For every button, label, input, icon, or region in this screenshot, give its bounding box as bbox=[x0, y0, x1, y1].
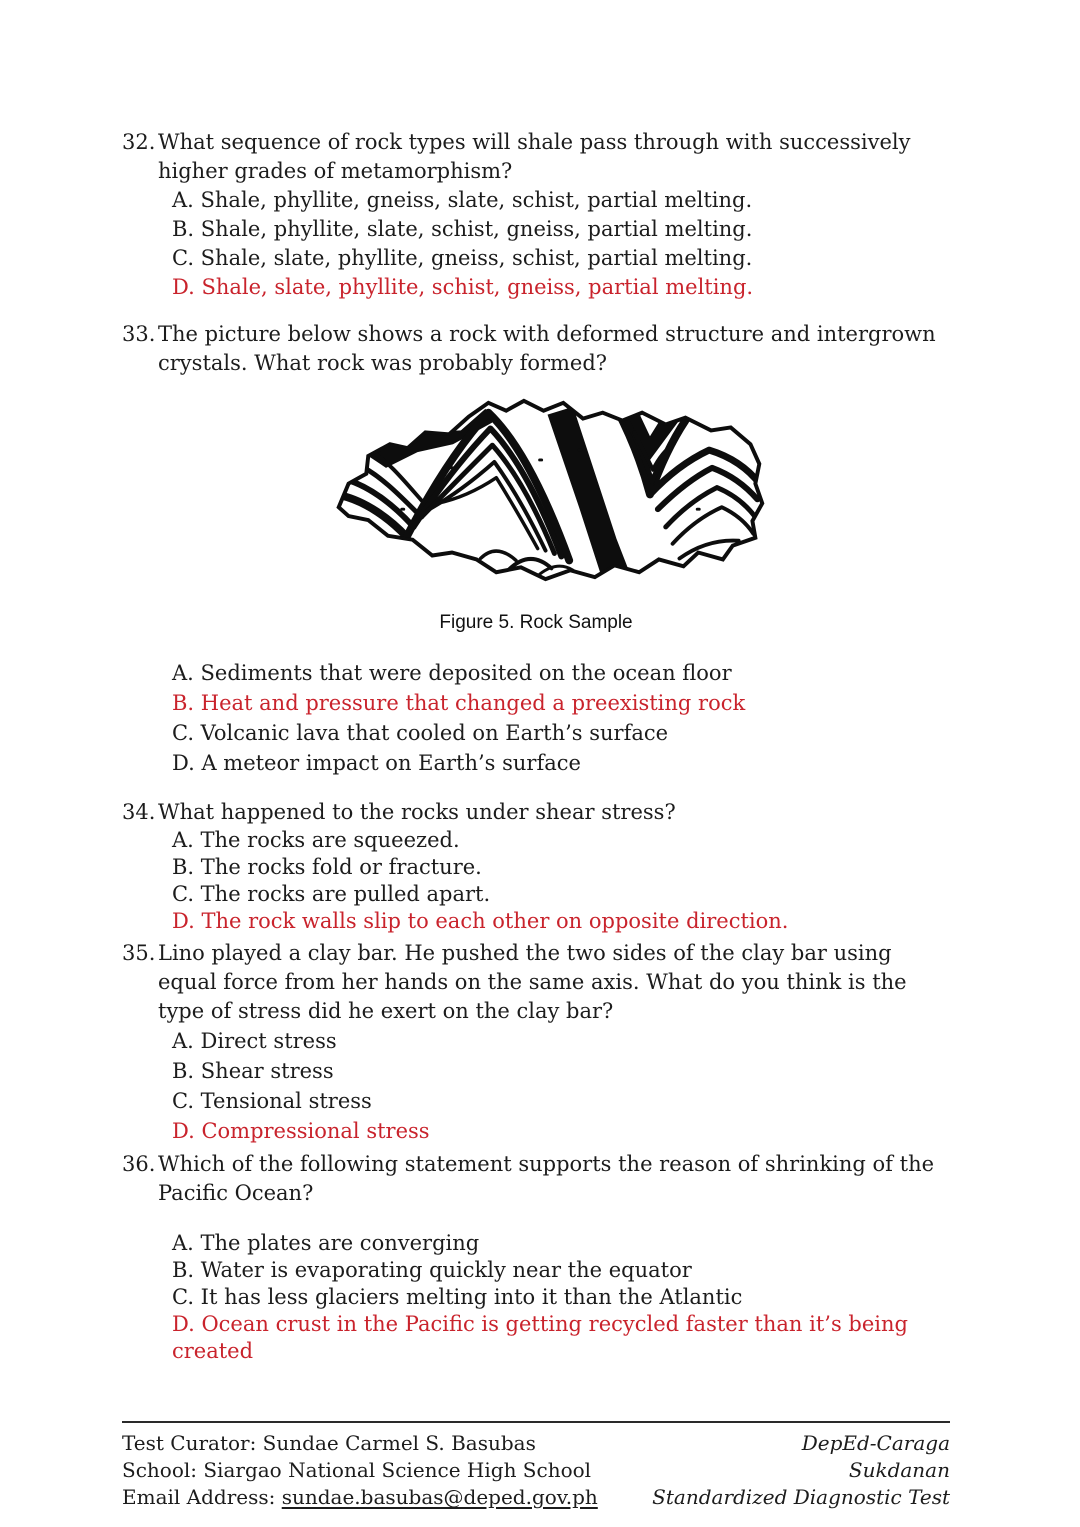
rock-sample-figure bbox=[122, 391, 950, 636]
question-32 bbox=[122, 128, 950, 302]
figure-caption: Figure 5. Rock Sample bbox=[439, 612, 633, 633]
question-34 bbox=[122, 798, 950, 935]
answer-option: A. Sediments that were deposited on the ocean floor bbox=[172, 661, 732, 685]
page-footer bbox=[122, 1421, 950, 1511]
email-link[interactable]: sundae.basubas@deped.gov.ph bbox=[281, 1485, 598, 1509]
question-text: What happened to the rocks under shear stress? bbox=[158, 800, 676, 824]
answer-option: D. Shale, slate, phyllite, schist, gneiss, partial melting. bbox=[172, 275, 754, 299]
question-36 bbox=[122, 1150, 950, 1365]
answer-option: D. A meteor impact on Earth’s surface bbox=[172, 751, 581, 775]
answer-option: C. The rocks are pulled apart. bbox=[172, 882, 491, 906]
question-text: Which of the following statement supports the reason of shrinking of the Pacific Ocean? bbox=[158, 1152, 935, 1205]
question-number: 35. bbox=[122, 941, 156, 965]
answer-option: D. Ocean crust in the Pacific is getting recycled faster than it’s being created bbox=[172, 1312, 908, 1363]
footer-curator-block bbox=[122, 1430, 598, 1511]
answer-option: C. Tensional stress bbox=[172, 1089, 372, 1113]
school-line: School: Siargao National Science High School bbox=[122, 1458, 592, 1482]
answer-option: A. The plates are converging bbox=[172, 1231, 480, 1255]
rock-sample-image bbox=[331, 391, 768, 588]
answer-option: B. Shear stress bbox=[172, 1059, 334, 1083]
answer-option: B. The rocks fold or fracture. bbox=[172, 855, 482, 879]
answer-option: A. The rocks are squeezed. bbox=[172, 828, 460, 852]
footer-org-block bbox=[652, 1430, 950, 1511]
question-33 bbox=[122, 320, 950, 778]
question-number: 32. bbox=[122, 130, 156, 154]
answer-option: D. Compressional stress bbox=[172, 1119, 430, 1143]
options-list bbox=[122, 1230, 950, 1365]
question-text: What sequence of rock types will shale pass through with successively higher grades of metamorphism? bbox=[158, 130, 911, 183]
question-35 bbox=[122, 939, 950, 1146]
test-curator-line: Test Curator: Sundae Carmel S. Basubas bbox=[122, 1431, 536, 1455]
answer-option: C. It has less glaciers melting into it than the Atlantic bbox=[172, 1285, 743, 1309]
answer-option: C. Shale, slate, phyllite, gneiss, schist, partial melting. bbox=[172, 246, 753, 270]
options-list bbox=[122, 658, 950, 778]
options-list bbox=[122, 827, 950, 935]
answer-option: B. Heat and pressure that changed a preexisting rock bbox=[172, 691, 746, 715]
question-number: 34. bbox=[122, 800, 156, 824]
answer-option: C. Volcanic lava that cooled on Earth’s surface bbox=[172, 721, 669, 745]
options-list bbox=[122, 1026, 950, 1146]
test-name-line: Standardized Diagnostic Test bbox=[652, 1485, 950, 1509]
deped-caraga-line: DepEd-Caraga bbox=[801, 1431, 950, 1455]
question-text: Lino played a clay bar. He pushed the two sides of the clay bar using equal force from her hands on the same axis. What do you think is the type of stress did he exert on the clay bar? bbox=[158, 941, 907, 1023]
answer-option: D. The rock walls slip to each other on opposite direction. bbox=[172, 909, 789, 933]
answer-option: B. Water is evaporating quickly near the equator bbox=[172, 1258, 692, 1282]
question-text: The picture below shows a rock with deformed structure and intergrown crystals. What rock was probably formed? bbox=[158, 322, 936, 375]
sukdanan-line: Sukdanan bbox=[848, 1458, 950, 1482]
answer-option: B. Shale, phyllite, slate, schist, gneiss, partial melting. bbox=[172, 217, 753, 241]
question-number: 36. bbox=[122, 1152, 156, 1176]
answer-option: A. Shale, phyllite, gneiss, slate, schist, partial melting. bbox=[172, 188, 753, 212]
email-line bbox=[122, 1484, 598, 1511]
answer-option: A. Direct stress bbox=[172, 1029, 337, 1053]
email-label: Email Address: bbox=[122, 1485, 282, 1509]
options-list bbox=[122, 186, 950, 302]
question-number: 33. bbox=[122, 322, 156, 346]
